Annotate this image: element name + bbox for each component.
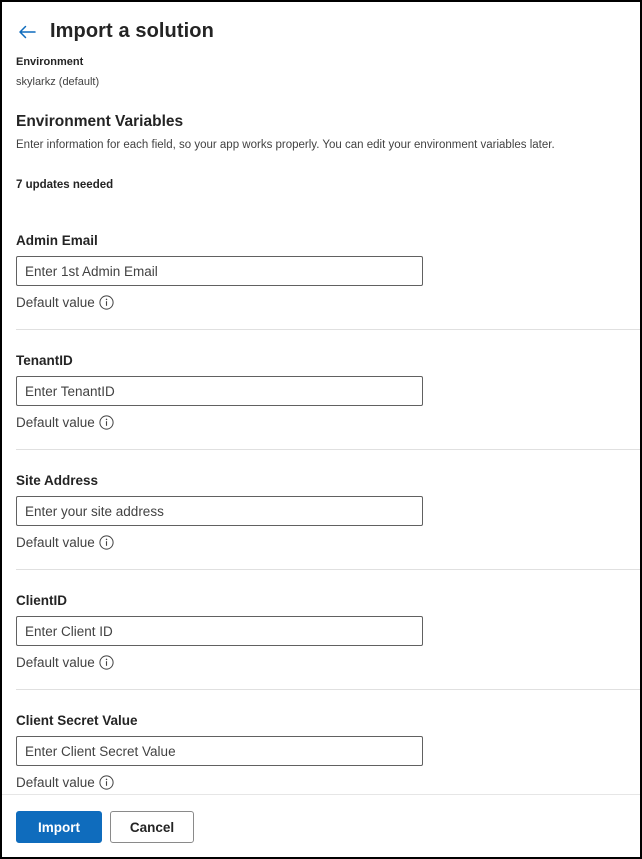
site-address-input[interactable] [16,496,423,526]
default-value-label: Default value [16,655,95,670]
cancel-button[interactable]: Cancel [110,811,194,843]
variable-label: TenantID [16,353,73,368]
divider [16,569,640,570]
environment-value: skylarkz (default) [16,76,100,88]
default-value-label: Default value [16,295,95,310]
section-description: Enter information for each field, so your app works properly. You can edit your environment variables later. [16,139,555,151]
variable-label: Site Address [16,473,99,488]
divider [16,689,640,690]
panel-header [16,20,214,43]
divider [16,449,640,450]
panel-footer [2,794,640,857]
default-value-row [16,655,114,670]
variable-site-address [2,473,640,593]
variable-tenant-id [2,353,640,473]
info-icon[interactable] [99,295,114,310]
client-secret-input[interactable] [16,736,423,766]
default-value-label: Default value [16,415,95,430]
environment-label: Environment [16,56,84,68]
default-value-row [16,295,114,310]
updates-needed-count: 7 updates needed [16,179,114,191]
default-value-label: Default value [16,535,95,550]
default-value-row [16,775,114,790]
import-button[interactable]: Import [16,811,102,843]
info-icon[interactable] [99,415,114,430]
admin-email-input[interactable] [16,256,423,286]
client-id-input[interactable] [16,616,423,646]
section-title: Environment Variables [16,113,184,130]
info-icon[interactable] [99,535,114,550]
info-icon[interactable] [99,775,114,790]
divider [16,329,640,330]
tenant-id-input[interactable] [16,376,423,406]
default-value-label: Default value [16,775,95,790]
variable-admin-email [2,233,640,353]
variable-client-id [2,593,640,713]
back-button[interactable] [16,21,38,43]
variable-label: Admin Email [16,233,98,248]
info-icon[interactable] [99,655,114,670]
variable-label: Client Secret Value [16,713,138,728]
default-value-row [16,415,114,430]
arrow-left-icon [18,25,36,39]
page-title: Import a solution [50,20,214,42]
default-value-row [16,535,114,550]
variable-label: ClientID [16,593,68,608]
